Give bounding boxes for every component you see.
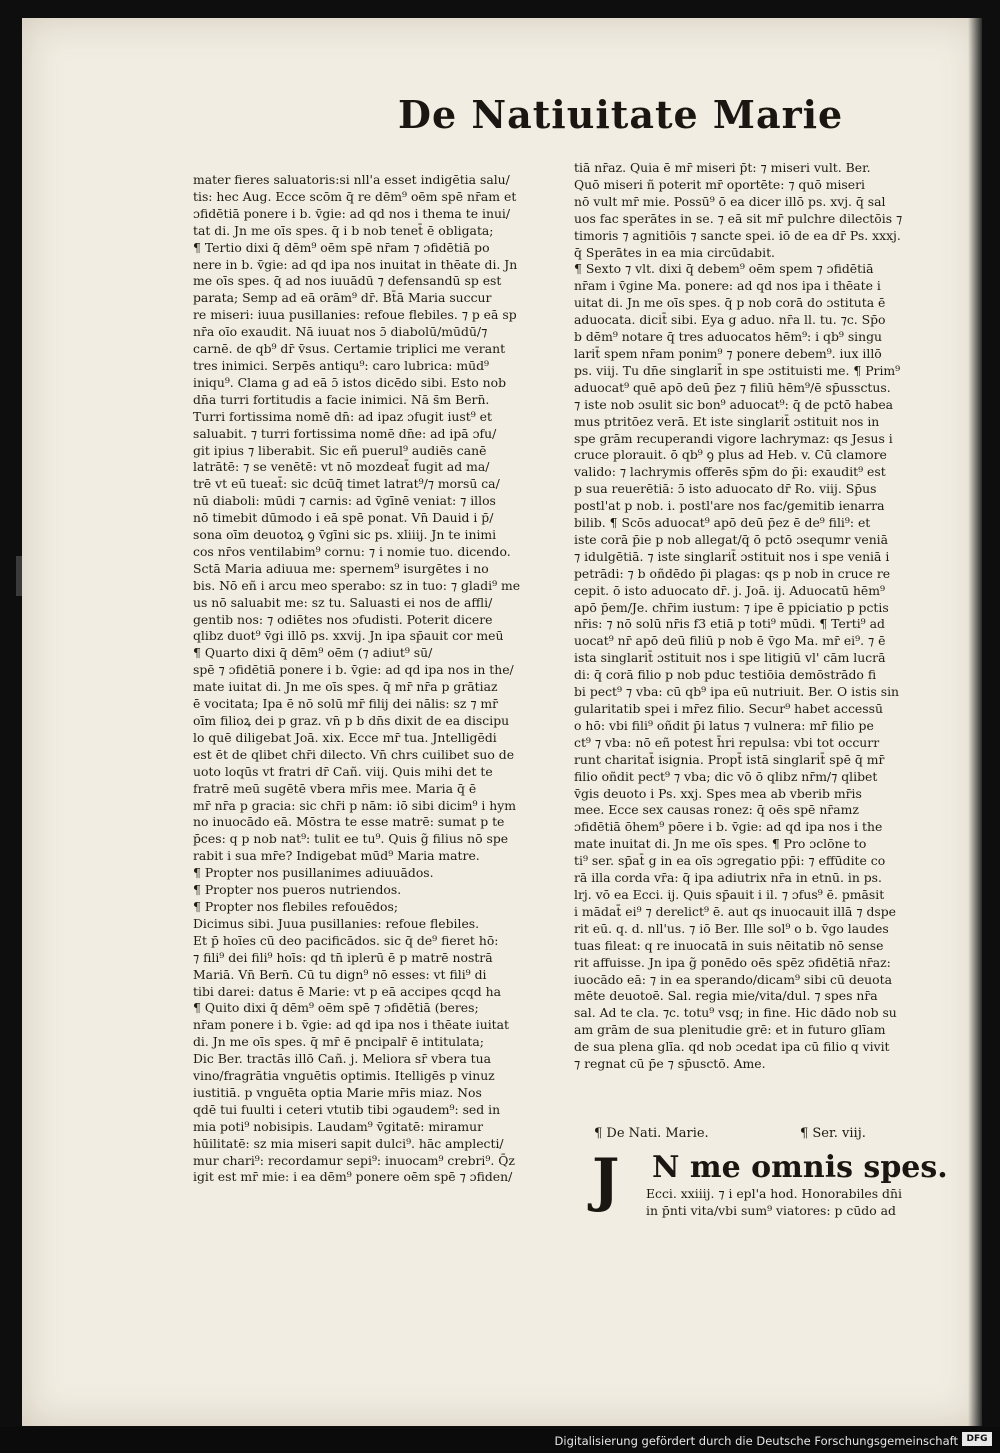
text-line: nere in b. v̄gie: ad qd ipa nos inuitat in thēate di. Jn	[193, 256, 518, 272]
text-line: nō timebit dūmodo i eā spē ponat. Vn̄ Dauid i p̄/	[193, 510, 494, 526]
text-line: qlibz duot⁹ v̄gi illō ps. xxvij. Jn ipa sp̄auit cor meū	[193, 628, 504, 644]
text-line: apō p̄em/Je. chr̄im iustum: ⁊ ipe ē ppiciatio p pctis	[574, 599, 889, 615]
text-line: am grām de sua plenitudie grē: et in futuro glīam	[574, 1022, 886, 1038]
text-line: hūilitatē: sz mia miseri sapit dulci⁹. hāc amplecti/	[193, 1135, 504, 1151]
text-line: ¶ Propter nos flebiles refouēdos;	[193, 898, 399, 914]
text-line: nū diaboli: mūdi ⁊ carnis: ad v̄gīnē veniat: ⁊ illos	[193, 493, 496, 509]
text-line: timoris ⁊ agnitiōis ⁊ sancte spei. iō de ea dr̄ Ps. xxxj.	[574, 227, 901, 243]
text-line: nō vult mr̄ mie. Possū⁹ ō ea dicer illō ps. xvj. q̄ sal	[574, 193, 886, 209]
text-line: mēte deuotoē. Sal. regia mie/vita/dul. ⁊ spes nr̄a	[574, 988, 878, 1004]
text-line: spē ⁊ ɔfidētiā ponere i b. v̄gie: ad qd ipa nos in the/	[193, 662, 514, 678]
text-line: no inuocādo eā. Mōstra te esse matrē: sumat p te	[193, 814, 505, 830]
text-line: ɔfidētiā ōhem⁹ pōere i b. v̄gie: ad qd ipa nos i the	[574, 819, 883, 835]
running-title: De Natiuitate Marie	[398, 92, 844, 137]
text-line: carnē. de qb⁹ dr̄ v̄sus. Certamie triplici me verant	[193, 341, 506, 357]
text-line: iste corā p̄ie p nob allegat/q̄ ō pctō ɔsequmr veniā	[574, 531, 889, 547]
text-line: tuas fileat: q re inuocatā in suis nēitatib nō sense	[574, 937, 884, 953]
text-line: latrātē: ⁊ se venētē: vt nō mozdeat̄ fugit ad ma/	[193, 459, 490, 475]
text-line: us nō saluabit me: sz tu. Saluasti ei nos de affli/	[193, 594, 493, 610]
text-line: tres inimici. Serpēs antiqu⁹: caro lubrica: mūd⁹	[193, 357, 490, 373]
text-line: Mariā. Vn̄ Bern̄. Cū tu dign⁹ nō esses: vt fili⁹ di	[193, 966, 487, 982]
text-line: ⁊ idulgētiā. ⁊ iste singlarit̄ ɔstituit nos i spe veniā i	[574, 548, 890, 564]
text-line: i mādat̄ ei⁹ ⁊ derelict⁹ ē. aut qs inuocauit illā ⁊ dspe	[574, 903, 897, 919]
text-line: de sua plena glīa. qd nob ɔcedat ipa cū filio q vivit	[574, 1039, 890, 1055]
text-line: ¶ Quarto dixi q̄ dēm⁹ oēm (⁊ adiut⁹ sū/	[193, 645, 433, 661]
text-line: ps. viij. Tu dn̄e singlarit̄ in spe ɔstituisti me. ¶ Prim⁹	[574, 362, 901, 378]
page-edge-shadow	[16, 556, 22, 596]
text-line: ti⁹ ser. sp̄at̄ g in ea oīs ɔgregatio pp̄i: ⁊ effūdite co	[574, 853, 886, 869]
text-line: ⁊ iste nob ɔsulit sic bon⁹ aduocat⁹: q̄ de pctō habea	[574, 396, 894, 412]
opening-line: in p̄nti vita/vbi sum⁹ viatores: p cūdo ad	[646, 1202, 896, 1218]
text-line: ɔfidētiā ponere i b. v̄gie: ad qd nos i thema te inui/	[193, 205, 511, 221]
text-line: petrādi: ⁊ b oñdēdo p̄i plagas: qs p nob in cruce re	[574, 565, 891, 581]
text-line: iniqu⁹. Clama g ad eā ɔ̄ istos dicēdo sibi. Esto nob	[193, 374, 507, 390]
text-line: saluabit. ⁊ turri fortissima nomē dn̄e: ad ipā ɔfu/	[193, 425, 497, 441]
text-line: mee. Ecce sex causas ronez: q̄ oēs spē nr̄amz	[574, 802, 859, 818]
text-line: uoto loqūs vt fratri dr̄ Cañ. viij. Quis mihi det te	[193, 763, 493, 779]
text-line: Et p̄ hoīes cū deo pacificādos. sic q̄ de⁹ fieret hō:	[193, 932, 499, 948]
text-line: Sctā Maria adiuua me: spernem⁹ isurgētes i no	[193, 560, 489, 576]
text-line: mate iuitat di. Jn me oīs spes. q̄ mr̄ nr̄a p grātiaz	[193, 679, 498, 695]
text-line: ct⁹ ⁊ vba: nō eñ potest h̄ri repulsa: vbi tot occurr	[574, 734, 880, 750]
text-line: mater fieres saluatoris:si nll'a esset indigētia salu/	[193, 172, 510, 187]
text-line: nr̄am i v̄gine Ma. ponere: ad qd nos ipa i thēate i	[574, 278, 881, 294]
text-line: Quō miseri ñ poterit mr̄ oportēte: ⁊ quō miseri	[574, 176, 866, 192]
text-line: rit eū. q. d. nll'us. ⁊ iō Ber. Ille sol⁹ o b. v̄go laudes	[574, 920, 889, 936]
text-line: o hō: vbi fili⁹ oñdit p̄i latus ⁊ vulnera: mr̄ filio pe	[574, 717, 874, 733]
text-line: ⁊ fili⁹ dei fili⁹ hoīs: qd tn̄ iplerū ē p matrē nostrā	[193, 949, 493, 965]
text-line: nr̄am ponere i b. v̄gie: ad qd ipa nos i thēate iuitat	[193, 1017, 510, 1033]
text-line: me oīs spes. q̄ ad nos iuuādū ⁊ defensandū sp est	[193, 273, 502, 289]
text-line: Dic Ber. tractās illō Cañ. j. Meliora sr̄ vbera tua	[193, 1051, 492, 1067]
text-line: ⁊ regnat cū p̄e ⁊ sp̄usctō. Ame.	[574, 1056, 766, 1072]
text-line: mur chari⁹: recordamur sepi⁹: inuocam⁹ crebri⁹. Q̄z	[193, 1152, 515, 1168]
text-line: mia poti⁹ nobisipis. Laudam⁹ v̄gitatē: miramur	[193, 1118, 483, 1134]
text-line: spe grām recuperandi vigore lachrymaz: qs Jesus i	[574, 430, 893, 446]
text-line: dn̄a turri fortitudis a facie inimici. Nā s̄m Bern̄.	[193, 391, 490, 407]
text-line: trē vt eū tueat̄: sic dcūq̄ timet latrat⁹/⁊ morsū ca/	[193, 476, 500, 492]
text-line: di. Jn me oīs spes. q̄ mr̄ ē pncipalr̄ ē intitulata;	[193, 1034, 484, 1050]
text-line: b dēm⁹ notare q̄ tres aduocatos hēm⁹: i qb⁹ singu	[574, 329, 883, 345]
text-line: Dicimus sibi. Juua pusillanies: refoue flebiles.	[193, 915, 480, 931]
footer-credit: Digitalisierung gefördert durch die Deutsche Forschungsgemeinschaft	[554, 1434, 958, 1448]
text-line: p sua reuerētiā: ɔ̄ isto aduocato dr̄ Ro. viij. Sp̄us	[574, 481, 877, 497]
text-line: aduocata. dicit̄ sibi. Eya g aduo. nr̄a ll. tu. ⁊c. Sp̄o	[574, 312, 886, 328]
text-line: oīm filioꝝ dei p graz. vn̄ p b dn̄s dixit de ea discipu	[193, 713, 510, 728]
text-line: bi pect⁹ ⁊ vba: cū qb⁹ ipa eū nutriuit. Ber. O istis sin	[574, 684, 900, 700]
text-line: runt charitat̄ isignia. Propt̄ istā singlarit̄ spē q̄ mr̄	[574, 751, 885, 767]
text-line: ista singlarit̄ ɔstituit nos i spe litigiū vl' cām lucrā	[574, 650, 886, 666]
text-line: nr̄is: ⁊ nō solū nr̄is f3 etiā p toti⁹ mūdi. ¶ Terti⁹ ad	[574, 616, 885, 632]
text-line: mr̄ nr̄a p gracia: sic chr̄i p nām: iō sibi dicim⁹ i hym	[193, 797, 516, 813]
text-line: p̄ces: q p nob nat⁹: tulit ee tu⁹. Quis g̃ filius nō spe	[193, 831, 509, 847]
opening-line: Ecci. xxiiij. ⁊ i epl'a hod. Honorabiles dn̄i	[646, 1186, 902, 1201]
right-column	[574, 160, 958, 1120]
text-line: Turri fortissima nomē dn̄: ad ipaz ɔfugit iust⁹ et	[193, 408, 492, 424]
text-line: gentib nos: ⁊ odiētes nos ɔfudisti. Poterit dicere	[193, 611, 493, 627]
text-line: vino/fragrātia vnguētis optimis. Itelligēs p vinuz	[193, 1068, 495, 1084]
text-line: larit̄ spem nr̄am ponim⁹ ⁊ ponere debem⁹. iux illō	[574, 345, 882, 361]
text-line: v̄gis deuoto i Ps. xxj. Spes mea ab vberib mr̄is	[574, 785, 862, 801]
text-line: iuocādo eā: ⁊ in ea sperando/dicam⁹ sibi cū deuota	[574, 971, 892, 987]
text-line: bilib. ¶ Scōs aduocat⁹ apō deū p̄ez ē de⁹ fili⁹: et	[574, 515, 871, 531]
text-line: q̄ Sperātes in ea mia circūdabit.	[574, 244, 775, 260]
text-line: rabit i sua mr̄e? Indigebat mūd⁹ Maria matre.	[193, 848, 480, 864]
left-column	[193, 172, 569, 1272]
text-line: fratrē meū sugētē vbera mr̄is mee. Maria q̄ ē	[193, 780, 477, 796]
text-line: ¶ Propter nos pueros nutriendos.	[193, 882, 402, 898]
sermon-number: ¶ Ser. viij.	[800, 1126, 866, 1141]
sermon-title: ¶ De Nati. Marie.	[594, 1126, 709, 1141]
text-line: tibi darei: datus ē Marie: vt p eā accipes qcqd ha	[193, 983, 501, 999]
text-line: mus ptritōez verā. Et iste singlarit̄ ɔstituit nos in	[574, 413, 880, 429]
text-line: lrj. vō ea Ecci. ij. Quis sp̄auit i il. ⁊ ɔfus⁹ ē. pmāsit	[574, 886, 885, 902]
text-line: ¶ Sexto ⁊ vlt. dixi q̄ debem⁹ oēm spem ⁊ ɔfidētiā	[574, 261, 874, 277]
text-line: qdē tui fuulti i ceteri vtutib tibi ɔgaudem⁹: sed in	[193, 1101, 501, 1117]
text-line: mate inuitat di. Jn me oīs spes. ¶ Pro ɔclōne to	[574, 836, 867, 852]
opening-words: N me omnis spes.	[652, 1150, 948, 1185]
text-line: filio oñdit pect⁹ ⁊ vba; dic vō ō qlibz nr̄m/⁊ qlibet	[574, 768, 878, 784]
text-line: parata; Semp ad eā orām⁹ dr̄. Bt̄ā Maria succur	[193, 290, 492, 306]
text-line: tis: hec Aug. Ecce scōm q̄ re dēm⁹ oēm spē nr̄am et	[193, 188, 517, 204]
text-line: di: q̄ corā filio p nob pduc testiōia demōstrādo fi	[574, 667, 877, 683]
text-line: uocat⁹ nr̄ apō deū filiū p nob ē v̄go Ma. mr̄ ei⁹. ⁊ ē	[574, 633, 886, 649]
text-line: rit affuisse. Jn ipa g̃ ponēdo oēs spēz ɔfidētiā nr̄az:	[574, 954, 891, 970]
text-line: aduocat⁹ quē apō deū p̄ez ⁊ filiū hēm⁹/ē sp̄ussctus.	[574, 379, 891, 395]
text-line: uitat di. Jn me oīs spes. q̄ p nob corā do ɔstituta ē	[574, 295, 886, 311]
text-line: cepit. ō isto aduocato dr̄. j. Joā. ij. Aduocatū hēm⁹	[574, 582, 885, 598]
decorated-initial: J	[592, 1146, 620, 1214]
sermon-heading	[576, 1124, 956, 1148]
text-line: uos fac sperātes in se. ⁊ eā sit mr̄ pulchre dilectōis ⁊	[574, 210, 903, 226]
text-line: gularitatib spei i mr̄ez filio. Secur⁹ habet accessū	[574, 701, 883, 716]
text-line: ¶ Propter nos pusillanimes adiuuādos.	[193, 865, 434, 881]
text-line: cruce plorauit. ō qb⁹ ꝯ plus ad Heb. v. Cū clamore	[574, 447, 887, 463]
text-line: re miseri: iuua pusillanies: refoue flebiles. ⁊ p eā sp	[193, 307, 517, 323]
text-line: nr̄a oīo exaudit. Nā iuuat nos ɔ̄ diabolū/mūdū/⁊	[193, 324, 488, 340]
text-line: tat di. Jn me oīs spes. q̄ i b nob tenet̄ ē obligata;	[193, 222, 494, 238]
opening-paragraph	[646, 1186, 962, 1242]
dfg-logo: DFG	[962, 1432, 992, 1446]
text-line: bis. Nō eñ i arcu meo sperabo: sz in tuo: ⁊ gladi⁹ me	[193, 577, 521, 593]
text-line: sona oīm deuotoꝝ ꝯ v̄gīni sic ps. xliiij. Jn te inimi	[193, 527, 497, 543]
text-line: cos nr̄os ventilabim⁹ cornu: ⁊ i nomie tuo. dicendo.	[193, 543, 511, 559]
text-line: git ipius ⁊ liberabit. Sic eñ puerul⁹ audiēs canē	[193, 442, 487, 458]
text-line: ¶ Quito dixi q̄ dēm⁹ oēm spē ⁊ ɔfidētiā (beres;	[193, 1000, 479, 1016]
text-line: ¶ Tertio dixi q̄ dēm⁹ oēm spē nr̄am ⁊ ɔfidētiā po	[193, 239, 490, 255]
text-line: est ēt de qlibet chr̄i dilecto. Vn̄ chrs cuilibet suo de	[193, 746, 515, 762]
text-line: postl'at p nob. i. postl'are nos fac/gemitib ienarra	[574, 498, 885, 514]
text-line: rā illa corda vr̄a: q̄ ipa adiutrix nr̄a in etnū. in ps.	[574, 870, 882, 886]
text-line: ē vocitata; Ipa ē nō solū mr̄ filij dei nālis: sz ⁊ mr̄	[193, 696, 499, 712]
text-line: valido: ⁊ lachrymis offerēs sp̄m do p̄i: exaudit⁹ est	[574, 464, 886, 480]
text-line: sal. Ad te cla. ⁊c. totu⁹ vsq; in fine. Hic dādo nob su	[574, 1005, 897, 1021]
text-line: tiā nr̄az. Quia ē mr̄ miseri p̄t: ⁊ miseri vult. Ber.	[574, 160, 871, 175]
text-line: lo quē diligebat Joā. xix. Ecce mr̄ tua. Jntelligēdi	[193, 729, 497, 745]
text-line: iustitiā. p vnguēta optia Marie mr̄is miaz. Nos	[193, 1084, 482, 1100]
text-line: igit est mr̄ mie: i ea dēm⁹ ponere oēm spē ⁊ ɔfiden/	[193, 1169, 513, 1185]
